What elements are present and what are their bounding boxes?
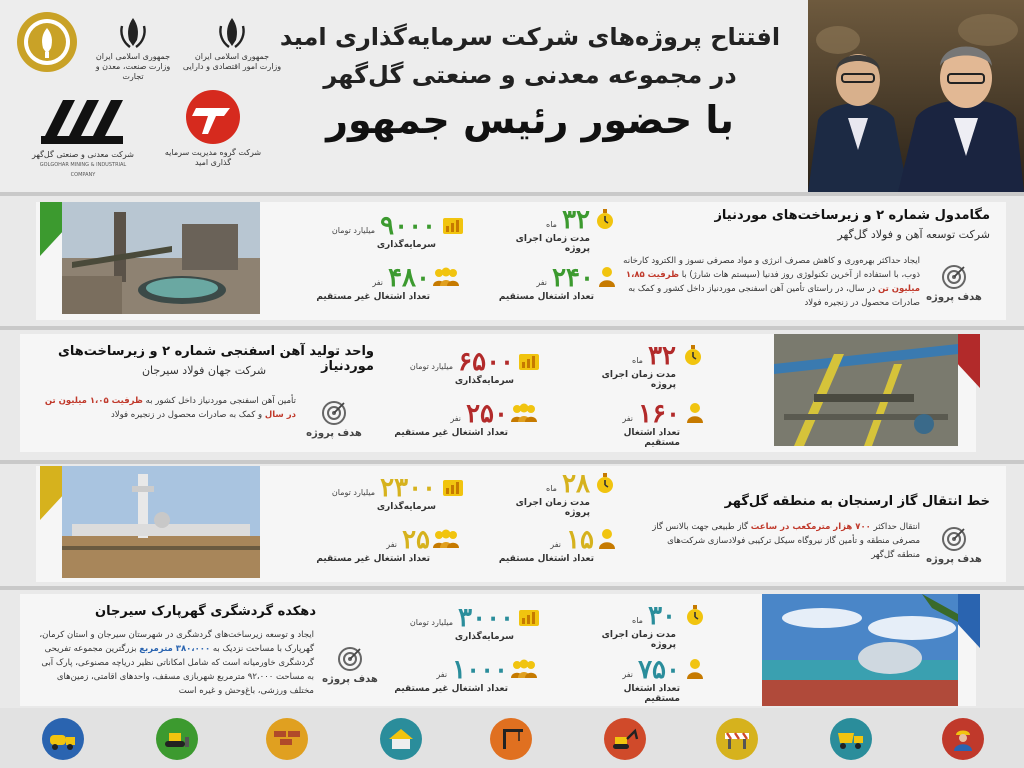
target-icon <box>941 526 967 552</box>
stopwatch-icon <box>594 208 616 230</box>
direct-jobs-label: تعداد اشتغال مستقیم <box>623 684 680 704</box>
direct-jobs-unit: نفر <box>622 670 633 679</box>
description-highlight: ۳۸۰،۰۰۰ مترمربع <box>139 644 211 654</box>
stat-investment <box>400 604 540 648</box>
group-people-icon <box>432 528 460 550</box>
building-icon <box>380 718 422 760</box>
goal-label: هدف پروژه <box>322 674 378 685</box>
indirect-jobs-label: تعداد اشتغال غیر مستقیم <box>316 292 430 302</box>
investment-value: ۲۳۰۰ <box>380 473 436 503</box>
description-text: گاز طبیعی جهت بالانس گاز مصرفی منطقه و تأمین گاز نیروگاه سیکل ترکیبی فولادسازی شرکت‌های منطقه گل‌گهر <box>652 522 920 560</box>
dump-truck-icon <box>830 718 872 760</box>
description-text: ایجاد و توسعه زیرساخت‌های گردشگری در شهرستان سیرجان و استان کرمان، گهرپارک با مساحت نزدیک به <box>39 630 314 654</box>
target-icon <box>337 646 363 672</box>
description-text: ایجاد حداکثر بهره‌وری و کاهش مصرف انرژی و مواد مصرفی نسوز و الکترود کارخانه ذوب، با استفاده از آخرین تکنولوژی روز فدنیا (سیستم هات شارژ) با <box>623 256 920 280</box>
stat-investment <box>400 348 540 392</box>
indirect-jobs-value: ۱۰۰۰ <box>452 655 508 685</box>
section-photo <box>774 334 958 446</box>
stat-duration <box>580 341 706 390</box>
stat-investment <box>322 212 462 256</box>
ministry-economy-text: جمهوری اسلامی ایران وزارت امور اقتصادی و دارایی <box>182 52 282 71</box>
direct-jobs-unit: نفر <box>550 540 561 549</box>
stat-indirect-jobs <box>390 656 540 700</box>
section-photo <box>62 466 260 578</box>
section-subtitle: شرکت جهان فولاد سیرجان <box>141 364 267 377</box>
indirect-jobs-unit: نفر <box>386 540 397 549</box>
money-chart-icon <box>518 350 540 372</box>
section-title: دهکده گردشگری گهرپارک سیرجان <box>95 604 316 619</box>
worker-icon <box>942 718 984 760</box>
project-section-2 <box>0 330 1024 458</box>
duration-value: ۳۲ <box>648 341 676 371</box>
officials-photo-icon <box>808 0 1024 192</box>
header <box>0 0 1024 192</box>
duration-value: ۳۲ <box>562 205 590 235</box>
duration-unit: ماه <box>546 220 557 229</box>
indirect-jobs-unit: نفر <box>436 670 448 679</box>
direct-jobs-label: تعداد اشتغال مستقیم <box>623 428 680 448</box>
description-text: و کمک به صادرات محصول در زنجیره فولاد <box>110 410 263 420</box>
description-highlight: ظرفیت ۱،۰۵ میلیون تن در سال <box>44 396 296 420</box>
bank-emblem-icon <box>15 10 79 74</box>
indirect-jobs-unit: نفر <box>372 278 383 287</box>
project-goal <box>306 400 362 439</box>
stopwatch-icon <box>594 472 616 494</box>
project-description <box>40 394 296 422</box>
stat-direct-jobs <box>586 399 706 448</box>
stopwatch-icon <box>684 604 706 626</box>
target-icon <box>321 400 347 426</box>
project-description <box>648 520 920 562</box>
iran-emblem-icon <box>116 16 150 50</box>
direct-jobs-value: ۷۵۰ <box>638 655 680 685</box>
description-text: در سال، در راستای تأمین آهن اسفنجی موردنیاز داخل کشور و کمک به صادرات محصول در زنجیره فولاد <box>628 284 920 308</box>
investment-unit: میلیارد تومان <box>331 488 376 497</box>
direct-jobs-value: ۱۵ <box>566 525 594 555</box>
direct-jobs-value: ۲۴۰ <box>552 263 594 293</box>
indirect-jobs-label: تعداد اشتغال غیر مستقیم <box>394 428 508 438</box>
golgohar-logo-icon <box>37 96 129 148</box>
mixer-truck-icon <box>42 718 84 760</box>
goal-label: هدف پروژه <box>306 428 362 439</box>
money-chart-icon <box>518 606 540 628</box>
money-chart-icon <box>442 476 464 498</box>
title-block <box>260 18 800 146</box>
investment-label: سرمایه‌گذاری <box>454 376 514 386</box>
money-chart-icon <box>442 214 464 236</box>
project-section-1 <box>0 196 1024 324</box>
person-icon <box>686 658 704 680</box>
indirect-jobs-unit: نفر <box>450 414 461 423</box>
stat-indirect-jobs <box>390 400 540 444</box>
bulldozer-icon <box>156 718 198 760</box>
duration-value: ۲۸ <box>562 469 590 499</box>
investment-unit: میلیارد تومان <box>409 362 454 371</box>
page-title-line2: در مجموعه معدنی و صنعتی گل‌گهر <box>323 61 737 89</box>
investment-label: سرمایه‌گذاری <box>454 632 514 642</box>
project-goal <box>926 264 982 303</box>
stat-direct-jobs <box>590 655 706 704</box>
goal-label: هدف پروژه <box>926 554 982 565</box>
indirect-jobs-value: ۲۵۰ <box>466 399 508 429</box>
section-title: مگامدول شماره ۲ و زیرساخت‌های موردنیاز <box>714 208 990 223</box>
stat-indirect-jobs <box>306 526 462 570</box>
group-people-icon <box>510 658 538 680</box>
investment-label: سرمایه‌گذاری <box>376 240 436 250</box>
bottom-icon-bar <box>0 708 1024 768</box>
golgohar-en-text: GOLGOHAR MINING & INDUSTRIAL COMPANY <box>39 162 127 178</box>
project-description <box>36 628 314 698</box>
description-highlight: ظرفیت ۱،۸۵ میلیون تن <box>625 270 920 294</box>
logo-ministry-industry <box>88 16 178 82</box>
duration-unit: ماه <box>632 356 643 365</box>
group-people-icon <box>432 266 460 288</box>
project-section-4 <box>0 590 1024 708</box>
stat-direct-jobs <box>496 526 620 570</box>
duration-label: مدت زمان اجرای پروژه <box>601 370 676 390</box>
iran-emblem-icon <box>215 16 249 50</box>
description-text: تأمین آهن اسفنجی موردنیاز داخل کشور به <box>145 396 296 406</box>
excavator-icon <box>604 718 646 760</box>
description-text: انتقال حداکثر <box>873 522 920 532</box>
project-goal <box>322 646 378 685</box>
crane-icon <box>490 718 532 760</box>
investment-value: ۶۵۰۰ <box>458 347 514 377</box>
logo-golgohar <box>28 96 138 180</box>
duration-unit: ماه <box>546 484 557 493</box>
barrier-icon <box>716 718 758 760</box>
bricks-icon <box>266 718 308 760</box>
section-title: خط انتقال گاز ارسنجان به منطقه گل‌گهر <box>724 494 990 509</box>
duration-value: ۳۰ <box>648 601 676 631</box>
project-goal <box>926 526 982 565</box>
description-text: بزرگترین مجموعه تفریحی گردشگری خاورمیانه است که شامل امکاناتی نظیر دریاچه مصنوعی، پارک آبی به مساحت ۹۲،۰۰۰ مترمربع شهربازی مسقف، واحدهای اقامتی، زمین‌های مختلف ورزشی، باغ‌وحش و غیره است <box>41 644 314 696</box>
direct-jobs-value: ۱۶۰ <box>638 399 680 429</box>
investment-unit: میلیارد تومان <box>331 226 376 235</box>
project-description <box>608 254 920 310</box>
logo-sina <box>12 10 82 76</box>
stat-direct-jobs <box>494 264 620 308</box>
person-icon <box>686 402 704 424</box>
page-title-line3: با حضور رئیس جمهور <box>326 98 734 142</box>
stat-investment <box>322 474 462 518</box>
section-photo <box>62 202 260 314</box>
direct-jobs-label: تعداد اشتغال مستقیم <box>498 554 594 564</box>
stat-duration <box>490 205 620 254</box>
page-title-line1: افتتاح پروژه‌های شرکت سرمایه‌گذاری امید <box>279 23 781 51</box>
golgohar-text: شرکت معدنی و صنعتی گل‌گهر <box>32 150 134 159</box>
group-people-icon <box>510 402 538 424</box>
duration-label: مدت زمان اجرای پروژه <box>515 234 590 254</box>
indirect-jobs-label: تعداد اشتغال غیر مستقیم <box>316 554 430 564</box>
indirect-jobs-value: ۴۸۰ <box>388 263 430 293</box>
stopwatch-icon <box>682 344 704 366</box>
duration-label: مدت زمان اجرای پروژه <box>515 498 590 518</box>
section-title: واحد تولید آهن اسفنجی شماره ۲ و زیرساخت‌های موردنیاز <box>57 344 374 374</box>
section-subtitle: شرکت توسعه آهن و فولاد گل‌گهر <box>837 228 990 241</box>
investment-value: ۹۰۰۰ <box>380 211 436 241</box>
investment-label: سرمایه‌گذاری <box>376 502 436 512</box>
section-photo <box>762 594 958 706</box>
target-icon <box>941 264 967 290</box>
logo-omid <box>158 88 268 168</box>
direct-jobs-unit: نفر <box>622 414 633 423</box>
investment-value: ۳۰۰۰ <box>458 603 514 633</box>
direct-jobs-unit: نفر <box>536 278 547 287</box>
stat-duration <box>494 469 620 518</box>
project-section-3 <box>0 464 1024 586</box>
description-highlight: ۷۰۰ هزار مترمکعب در ساعت <box>750 522 871 532</box>
ministry-industry-text: جمهوری اسلامی ایران وزارت صنعت، معدن و تجارت <box>95 52 171 81</box>
indirect-jobs-label: تعداد اشتغال غیر مستقیم <box>394 684 508 694</box>
omid-text: شرکت گروه مدیریت سرمایه گذاری امید <box>164 148 262 167</box>
omid-logo-icon <box>184 88 242 146</box>
direct-jobs-label: تعداد اشتغال مستقیم <box>498 292 594 302</box>
investment-unit: میلیارد تومان <box>409 618 454 627</box>
stat-duration <box>586 601 706 650</box>
goal-label: هدف پروژه <box>926 292 982 303</box>
indirect-jobs-value: ۲۵ <box>402 525 430 555</box>
person-icon <box>598 528 616 550</box>
duration-label: مدت زمان اجرای پروژه <box>601 630 676 650</box>
stat-indirect-jobs <box>306 264 462 308</box>
header-photo <box>808 0 1024 192</box>
duration-unit: ماه <box>632 616 643 625</box>
